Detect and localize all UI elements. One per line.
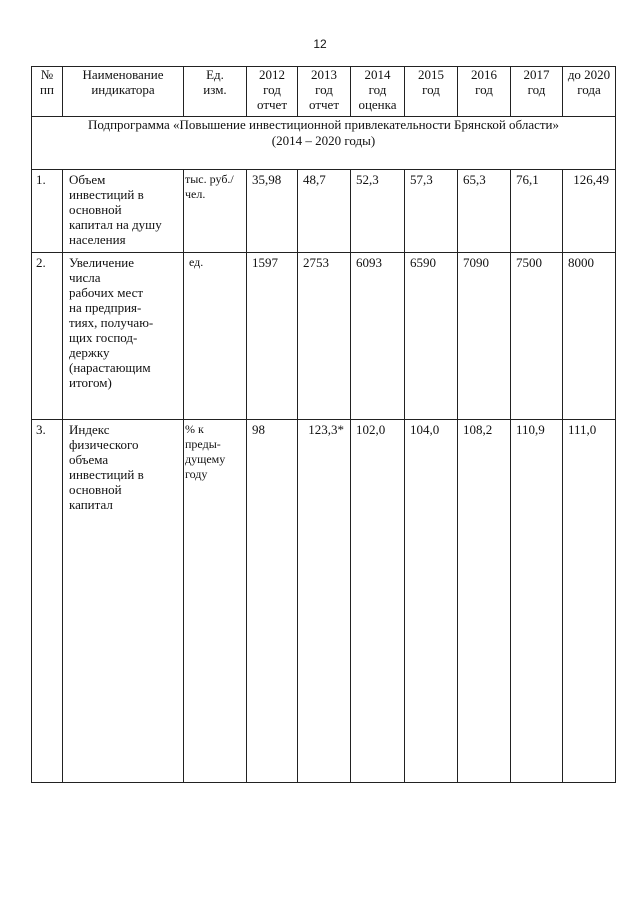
value-2015: 104,0 [405, 420, 458, 783]
indicator-name: Индекс физического объема инвестиций в основной капитал [63, 420, 184, 783]
value-2014: 52,3 [351, 170, 405, 253]
value-2013: 48,7 [298, 170, 351, 253]
page-number: 12 [313, 37, 327, 51]
subprogram-title: Подпрограмма «Повышение инвестиционной привлекательности Брянской области» (2014 – 2020 годы) [32, 117, 616, 170]
value-2014: 102,0 [351, 420, 405, 783]
value-2020: 8000 [563, 253, 616, 420]
table-row [32, 170, 616, 253]
header-year-2020: до 2020 года [563, 67, 616, 117]
value-2017: 7500 [511, 253, 563, 420]
value-2016: 65,3 [458, 170, 511, 253]
header-year-2012: 2012 год отчет [247, 67, 298, 117]
indicator-unit: ед. [184, 253, 247, 420]
header-year-2013: 2013 год отчет [298, 67, 351, 117]
indicator-unit: тыс. руб./ чел. [184, 170, 247, 253]
value-2017: 110,9 [511, 420, 563, 783]
value-2015: 57,3 [405, 170, 458, 253]
indicators-table [31, 66, 616, 783]
header-year-2014: 2014 год оценка [351, 67, 405, 117]
value-2020: 111,0 [563, 420, 616, 783]
row-number: 3. [32, 420, 63, 783]
header-year-2015: 2015 год [405, 67, 458, 117]
indicator-name: Объем инвестиций в основной капитал на душу населения [63, 170, 184, 253]
row-number: 2. [32, 253, 63, 420]
table-header-row [32, 67, 616, 117]
indicator-name: Увеличение числа рабочих мест на предприя- тиях, получаю- щих господ- держку (нарастающим итогом) [63, 253, 184, 420]
subprogram-row [32, 117, 616, 170]
value-2015: 6590 [405, 253, 458, 420]
indicator-unit: % к преды- дущему году [184, 420, 247, 783]
header-year-2016: 2016 год [458, 67, 511, 117]
header-num: № пп [32, 67, 63, 117]
header-unit: Ед. изм. [184, 67, 247, 117]
value-2016: 108,2 [458, 420, 511, 783]
table-row [32, 420, 616, 783]
value-2012: 98 [247, 420, 298, 783]
header-name: Наименование индикатора [63, 67, 184, 117]
value-2017: 76,1 [511, 170, 563, 253]
row-number: 1. [32, 170, 63, 253]
table-row [32, 253, 616, 420]
value-2012: 35,98 [247, 170, 298, 253]
header-year-2017: 2017 год [511, 67, 563, 117]
value-2012: 1597 [247, 253, 298, 420]
value-2013: 123,3* [298, 420, 351, 783]
value-2014: 6093 [351, 253, 405, 420]
value-2020: 126,49 [563, 170, 616, 253]
value-2013: 2753 [298, 253, 351, 420]
value-2016: 7090 [458, 253, 511, 420]
